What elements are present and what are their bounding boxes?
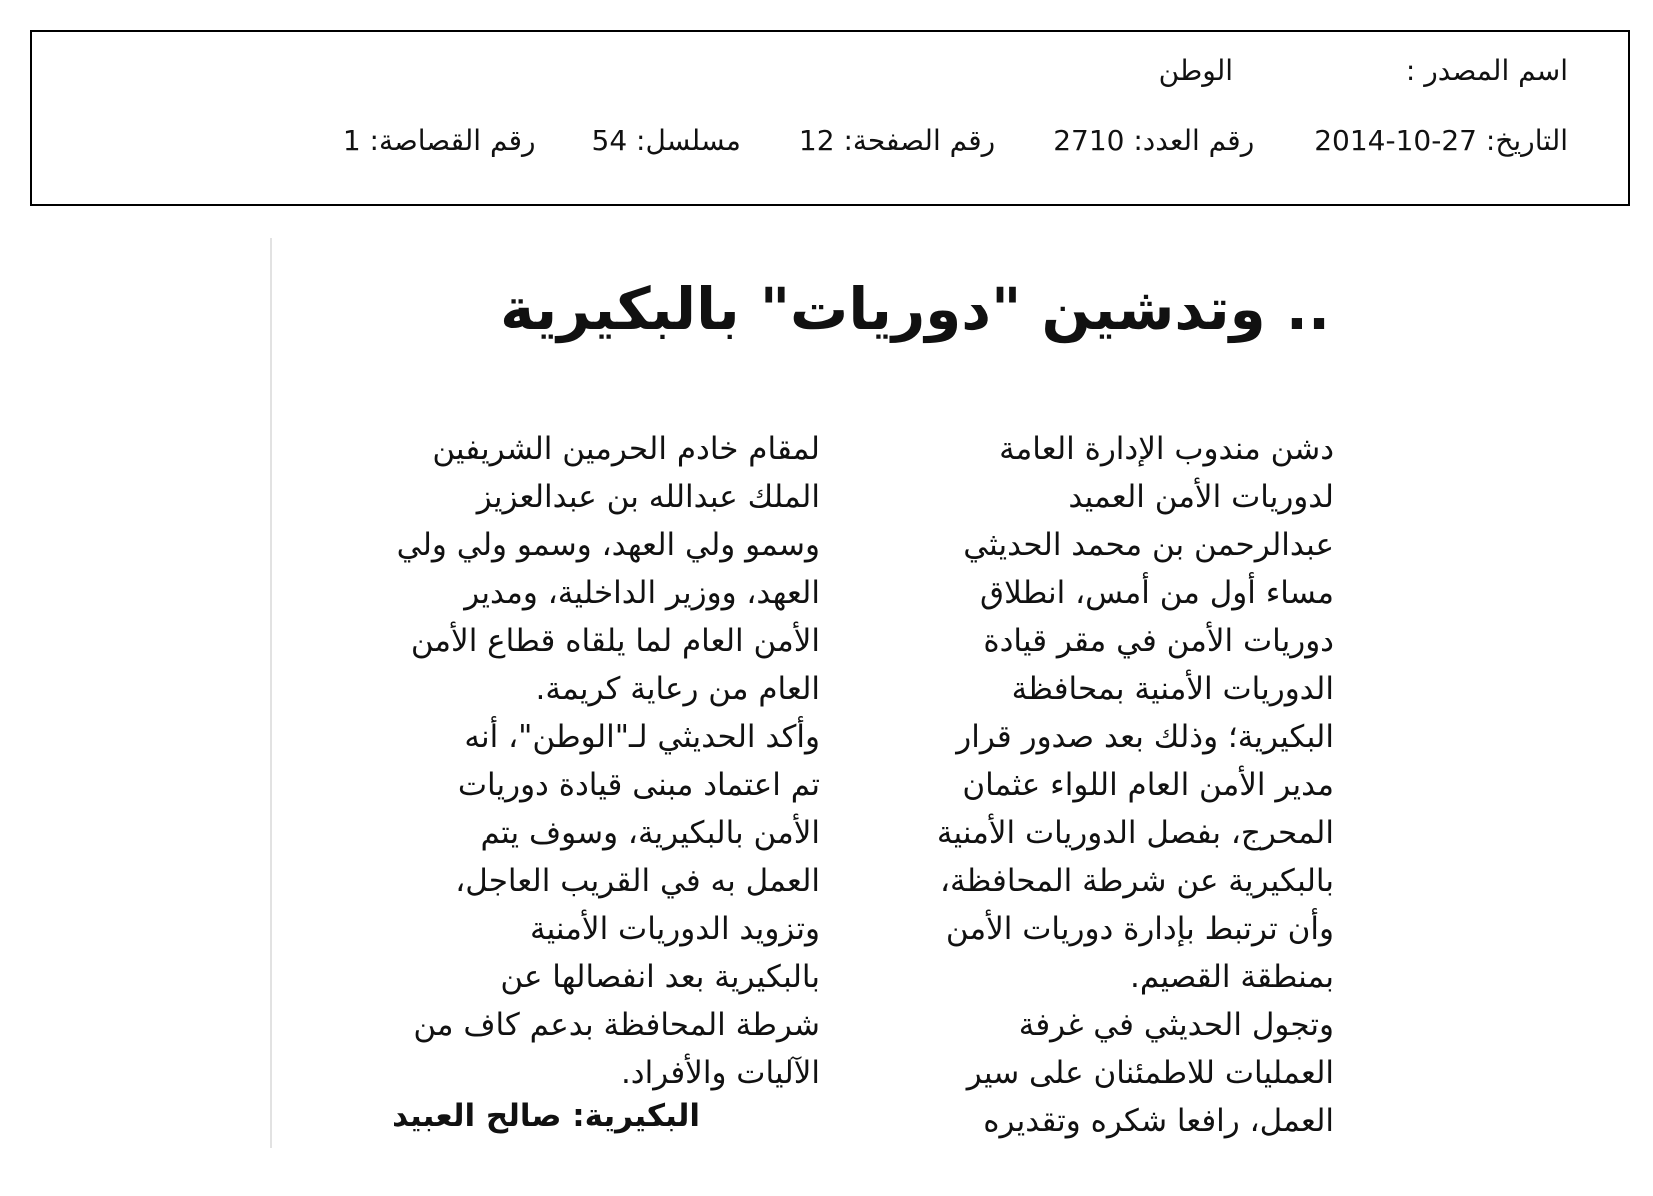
article-line: الأمن بالبكيرية، وسوف يتم	[480, 815, 820, 851]
article-line: بمنطقة القصيم.	[1130, 959, 1334, 995]
article-line: دوريات الأمن في مقر قيادة	[983, 623, 1334, 659]
article-line: وتجول الحديثي في غرفة	[1018, 1007, 1334, 1043]
article-line: دشن مندوب الإدارة العامة	[999, 431, 1334, 467]
article-line: العمل، رافعا شكره وتقديره	[983, 1103, 1334, 1139]
source-label: اسم المصدر :	[1405, 54, 1568, 87]
article-line: الآليات والأفراد.	[620, 1055, 820, 1091]
article-line: تم اعتماد مبنى قيادة دوريات	[457, 767, 820, 803]
article-line: عبدالرحمن بن محمد الحديثي	[963, 527, 1334, 563]
article-line: مدير الأمن العام اللواء عثمان	[962, 767, 1334, 803]
article-line: وسمو ولي العهد، وسمو ولي ولي	[396, 527, 820, 563]
article-line: الدوريات الأمنية بمحافظة	[1011, 671, 1334, 707]
article-line: بالبكيرية عن شرطة المحافظة،	[939, 863, 1334, 899]
article-line: وأكد الحديثي لـ"الوطن"، أنه	[464, 719, 820, 755]
clip-number-field: رقم القصاصة: 1	[342, 124, 536, 157]
date-field: التاريخ: 27-10-2014	[1314, 124, 1568, 157]
article-headline: .. وتدشين "دوريات" بالبكيرية	[500, 275, 1330, 343]
article-line: العمليات للاطمئنان على سير	[966, 1055, 1334, 1091]
article-line: المحرج، بفصل الدوريات الأمنية	[936, 815, 1334, 851]
article-line: لدوريات الأمن العميد	[1068, 479, 1334, 515]
page-number-field: رقم الصفحة: 12	[798, 124, 996, 157]
article-line: العهد، ووزير الداخلية، ومدير	[464, 575, 820, 611]
serial-field: مسلسل: 54	[591, 124, 741, 157]
article-line: الملك عبدالله بن عبدالعزيز	[476, 479, 820, 515]
article-line: لمقام خادم الحرمين الشريفين	[432, 431, 820, 467]
article-column-left	[380, 425, 820, 1097]
article-line: العام من رعاية كريمة.	[535, 671, 820, 707]
article-line: بالبكيرية بعد انفصالها عن	[500, 959, 820, 995]
source-value: الوطن	[1158, 54, 1233, 87]
article-line: وتزويد الدوريات الأمنية	[529, 911, 820, 947]
article-line: وأن ترتبط بإدارة دوريات الأمن	[945, 911, 1334, 947]
clipping-info-box	[30, 30, 1630, 206]
article-line: البكيرية؛ وذلك بعد صدور قرار	[956, 719, 1334, 755]
article-column-right	[894, 425, 1334, 1145]
clipping-meta-row	[343, 124, 1568, 157]
clipping-margin-rule	[270, 238, 272, 1148]
article-line: شرطة المحافظة بدعم كاف من	[413, 1007, 820, 1043]
article-line: الأمن العام لما يلقاه قطاع الأمن	[410, 623, 820, 659]
article-byline: البكيرية: صالح العبيد	[392, 1098, 700, 1134]
article-line: العمل به في القريب العاجل،	[455, 863, 820, 899]
article-line: مساء أول من أمس، انطلاق	[980, 575, 1334, 611]
issue-number-field: رقم العدد: 2710	[1053, 124, 1255, 157]
